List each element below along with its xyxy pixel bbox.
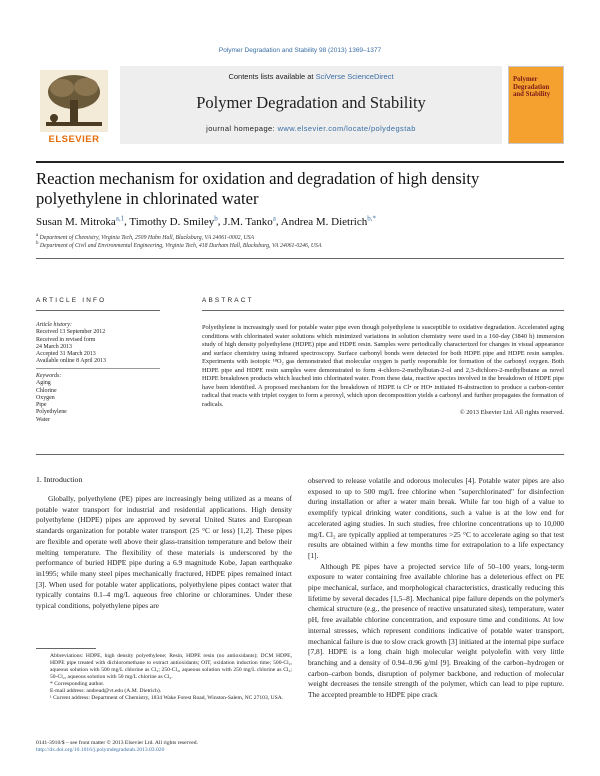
history-item: Accepted 31 March 2013 xyxy=(36,351,96,358)
history-item: Available online 8 April 2013 xyxy=(36,358,106,365)
footnote-rule xyxy=(36,648,96,649)
elsevier-logo[interactable] xyxy=(36,66,112,156)
footnote-abbreviations: Abbreviations: HDPE, high density polyethylene; Resin, HDPE resin (no antioxidants); DCM HDPE, HDPE pipe treated with dichloromethane to extract antioxidants; OIT, oxidation induction time; 500-Cl₂, aqueous solution with 500 mg/L chlorine as Cl₂; 250-Cl₂, aqueous solution with 250 mg/L chlorine as Cl₂; 50-Cl₂, aqueous solution with 50 mg/L chlorine as Cl₂. xyxy=(50,653,292,680)
keyword[interactable]: Aging xyxy=(36,380,51,387)
author[interactable]: Andrea M. Dietrich$^{b,*}$ xyxy=(280,214,376,228)
homepage-line xyxy=(120,124,502,133)
affiliation: $^a$ Department of Chemistry, Virginia Tech, 2509 Hahn Hall, Blacksburg, VA 24061-0002, USA xyxy=(36,233,255,241)
body-paragraph: Although PE pipes have a projected service life of 50–100 years, long-term exposure to water containing free available chlorine has a deleterious effect on PE pipe mechanical, surface, and morphological characteristics, drastically reducing this lifetime by several decades [1,5–8]. Mechanical pipe failure depends on the polymer's chemical structure (e.g., the presence of reactive unsaturated sites), temperature, water pH, free available chlorine concentration, and exposure time and conditions. At low internal stresses, which represent conditions indicative of potable water transport, mechanical failure is due to slow crack growth [3] initiated at the internal pipe surface [7,8]. HDPE is a long chain high molecular weight polyolefin with very little branching and a density of 0.94–0.96 g/ml [9]. Breaking of the carbon–hydrogen or carbon–carbon bonds, disruption of polymer backbone, and reduction of molecular weight decreases the tensile strength of the polymer, which can lead to pipe rupture. The accepted preamble to HDPE pipe crack xyxy=(308,561,564,700)
abstract-text: Polyethylene is increasingly used for potable water pipe even though polyethylene is susceptible to oxidative degradation. Accelerated aging conditions with chlorinated water solutions which minimized variations in solution chemistry were used in a 160-day (3840 h) immersion study of high density polyethylene (HDPE) pipe and HDPE resin. Samples were periodically characterized for changes in visual appearance and surface chemistry using infrared spectroscopy. Surface carbonyl bonds were detected for both HDPE pipe and HDPE resin samples. Experiments with isotopic ¹⁸O₂ gas demonstrated that molecular oxygen is partly responsible for formation of the carbonyl oxygen. Both HDPE pipe and HDPE resin samples were demonstrated to form 4-chloro-2-methylbutan-2-ol and 2,3-dichloro-2-methylbutane as novel HDPE breakdown products which leached into chlorinated water. From these data, reactive species involved in the breakdown of HDPE pipe have been identified. A proposed mechanism for the breakdown of HDPE is Cl• or HO• initiated H-abstraction to produce a carbon-center radical that reacts with triplet oxygen to form a peroxyl, which upon decomposition yields a carbonyl and further propagates the formation of radicals. xyxy=(202,324,564,408)
abstract-body xyxy=(202,324,564,418)
abstract-copyright: © 2013 Elsevier Ltd. All rights reserved. xyxy=(459,409,564,416)
keyword-list xyxy=(36,373,160,424)
keyword[interactable]: Polyethylene xyxy=(36,409,67,416)
sciencedirect-link[interactable]: SciVerse ScienceDirect xyxy=(315,72,394,81)
article-history xyxy=(36,322,160,366)
keywords-label: Keywords: xyxy=(36,373,62,379)
author[interactable]: Timothy D. Smiley$^b$ xyxy=(129,214,218,228)
abstract-divider xyxy=(202,310,564,311)
contents-line xyxy=(120,72,502,81)
abstract-bottom-divider xyxy=(36,454,564,455)
body-column-right xyxy=(308,476,564,756)
history-item: Received in revised form xyxy=(36,336,96,343)
history-item: Received 13 September 2012 xyxy=(36,329,106,336)
body-paragraph: observed to release volatile and odorous molecules [4]. Potable water pipes are also exposed to up to 500 mg/L free chlorine when "superchlorinated" for disinfection during installation or after a water main break. While far too high of a value to exemplify typical drinking water conditions, such a value is at the low end for accelerated aging studies. In such studies, free chlorine concentrations up to 10,000 mg/L Cl₂ are typically applied at temperatures >25 °C to accelerate aging so that test results are obtained within a few months time for extrapolation to a life expectancy [1]. xyxy=(308,476,564,560)
keyword[interactable]: Water xyxy=(36,416,50,423)
author[interactable]: J.M. Tanko$^a$ xyxy=(223,214,276,228)
cover-title: Polymer Degradation and Stability xyxy=(513,76,551,99)
affiliation: $^b$ Department of Civil and Environmental Engineering, Virginia Tech, 418 Durham Hall, Blacksburg, VA 24061-0246, USA xyxy=(36,241,322,249)
info-divider xyxy=(36,310,160,311)
article-title: Reaction mechanism for oxidation and degradation of high density polyethylene in chlorinated water xyxy=(36,169,480,208)
journal-banner xyxy=(120,66,502,144)
body-paragraph: Globally, polyethylene (PE) pipes are increasingly being utilized as a means of potable water transport for industrial and residential applications. High density polyethylene (HDPE) pipes are approved by several United States and European standards organization for potable water transport (25 °C or less) [1,2]. These pipes are flexible and operate well above their glass-transition temperature and below their melting temperature. The flexibility of these materials is underscored by the performance of buried HDPE pipe during a 6.9 magnitude Kobe, Japan earthquake in1995; while many steel pipes mechanically fractured, HDPE pipes remained intact [3]. When used for potable water applications, polyethylene pipes contact water that typically contains 0.1–4 mg/L aqueous free chlorine or chloramines. Under these typical conditions, polyethylene pipes are xyxy=(36,494,292,611)
keyword[interactable]: Oxygen xyxy=(36,394,55,401)
publisher-name: ELSEVIER xyxy=(48,134,100,145)
homepage-link[interactable]: www.elsevier.com/locate/polydegstab xyxy=(277,124,416,133)
masthead-divider xyxy=(36,161,564,163)
info-subdivider xyxy=(36,368,160,369)
section-heading: 1. Introduction xyxy=(36,475,83,484)
homepage-prefix: journal homepage: xyxy=(206,124,278,133)
issn-line: 0141-3910/$ – see front matter © 2013 Elsevier Ltd. All rights reserved. xyxy=(36,740,198,746)
author[interactable]: Susan M. Mitroka$^{a,1}$ xyxy=(36,214,125,228)
article-info-heading: ARTICLE INFO xyxy=(36,297,107,304)
abstract-heading: ABSTRACT xyxy=(202,297,254,304)
footnote-corresponding: * Corresponding author. xyxy=(50,681,105,687)
history-item: 24 March 2013 xyxy=(36,343,72,350)
history-label: Article history: xyxy=(36,322,72,328)
journal-title: Polymer Degradation and Stability xyxy=(196,93,426,112)
journal-masthead xyxy=(36,66,564,158)
author-list: Susan M. Mitroka$^{a,1}$, Timothy D. Smiley$^b$, J.M. Tanko$^a$, Andrea M. Dietrich$^{b,*}$ xyxy=(36,214,376,228)
article-identifiers xyxy=(36,740,296,754)
footnote-email[interactable]: E-mail address: andread@vt.edu (A.M. Dietrich). xyxy=(50,688,162,694)
affiliation-divider xyxy=(36,258,564,259)
keyword[interactable]: Chlorine xyxy=(36,387,57,394)
footnote-current-address: ¹ Current address: Department of Chemistry, 1834 Wake Forest Road, Winston-Salem, NC 27103, USA. xyxy=(50,695,284,701)
keyword[interactable]: Pipe xyxy=(36,402,47,409)
contents-prefix: Contents lists available at xyxy=(228,72,316,81)
citation-line: Polymer Degradation and Stability 98 (2013) 1369–1377 xyxy=(218,47,382,54)
tree-icon xyxy=(40,70,108,132)
doi-link[interactable]: http://dx.doi.org/10.1016/j.polymdegradstab.2013.03.020 xyxy=(36,747,165,753)
journal-cover[interactable] xyxy=(508,66,564,144)
footnotes xyxy=(36,653,292,702)
